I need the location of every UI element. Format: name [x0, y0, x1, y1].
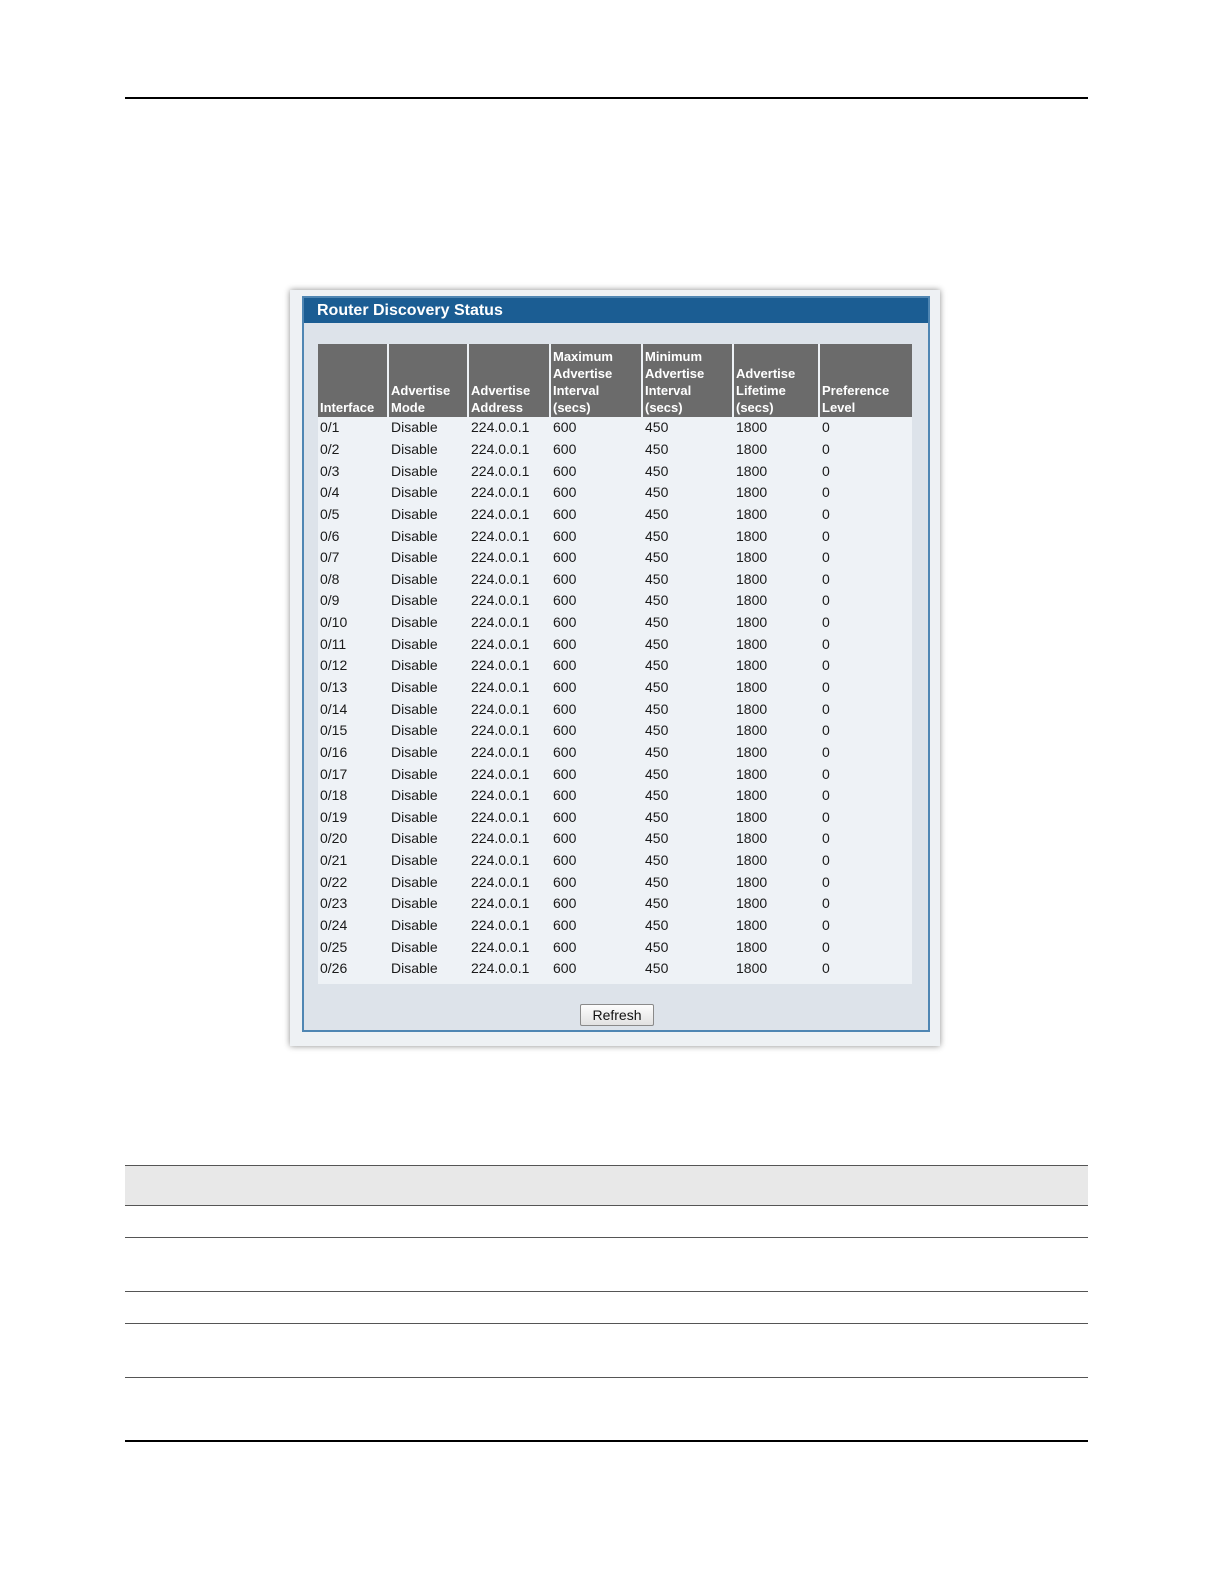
cell-advertise-mode: Disable — [391, 938, 438, 955]
cell-interface: 0/10 — [320, 614, 348, 631]
cell-advertise-address: 224.0.0.1 — [471, 592, 530, 609]
cell-min-interval: 450 — [645, 570, 669, 587]
cell-advertise-mode: Disable — [391, 765, 438, 782]
table-row — [318, 720, 912, 742]
cell-advertise-mode: Disable — [391, 917, 438, 934]
cell-advertise-mode: Disable — [391, 484, 438, 501]
router-discovery-panel — [302, 296, 930, 1032]
cell-lifetime: 1800 — [736, 960, 768, 977]
cell-preference: 0 — [822, 722, 830, 739]
cell-interface: 0/5 — [320, 505, 340, 522]
col-header-line: Mode — [391, 400, 425, 415]
col-header-line — [320, 365, 385, 382]
table-row — [318, 655, 912, 677]
table-row — [318, 439, 912, 461]
cell-max-interval: 600 — [553, 765, 577, 782]
cell-lifetime: 1800 — [736, 765, 768, 782]
cell-interface: 0/24 — [320, 917, 348, 934]
table-row — [318, 612, 912, 634]
table-row — [318, 807, 912, 829]
col-header-line — [320, 348, 385, 365]
table-row — [318, 785, 912, 807]
cell-advertise-mode: Disable — [391, 440, 438, 457]
cell-advertise-mode: Disable — [391, 527, 438, 544]
cell-max-interval: 600 — [553, 917, 577, 934]
cell-advertise-address: 224.0.0.1 — [471, 679, 530, 695]
cell-min-interval: 450 — [645, 873, 669, 890]
refresh-button[interactable]: Refresh — [580, 1004, 654, 1026]
col-header-line — [391, 365, 465, 382]
cell-min-interval: 450 — [645, 679, 669, 695]
col-header-line — [822, 365, 910, 382]
cell-lifetime: 1800 — [736, 614, 768, 631]
cell-lifetime: 1800 — [736, 592, 768, 609]
cell-preference: 0 — [822, 614, 830, 631]
col-header-line: Interface — [320, 400, 375, 415]
cell-advertise-address: 224.0.0.1 — [471, 873, 530, 890]
cell-min-interval: 450 — [645, 960, 669, 977]
cell-max-interval: 600 — [553, 505, 577, 522]
cell-preference: 0 — [822, 808, 830, 825]
cell-preference: 0 — [822, 635, 830, 652]
cell-advertise-mode: Disable — [391, 679, 438, 695]
cell-max-interval: 600 — [553, 592, 577, 609]
cell-advertise-mode: Disable — [391, 419, 438, 436]
cell-lifetime: 1800 — [736, 570, 768, 587]
col-header-line: Advertise — [736, 366, 796, 381]
col-header-line — [471, 365, 547, 382]
cell-advertise-address: 224.0.0.1 — [471, 852, 530, 869]
cell-advertise-mode: Disable — [391, 852, 438, 869]
cell-lifetime: 1800 — [736, 830, 768, 847]
cell-min-interval: 450 — [645, 852, 669, 869]
cell-advertise-address: 224.0.0.1 — [471, 960, 530, 977]
field-table-row — [125, 1206, 1088, 1238]
col-header-line: Interval — [645, 383, 692, 398]
cell-advertise-address: 224.0.0.1 — [471, 527, 530, 544]
field-table-row — [125, 1292, 1088, 1324]
cell-lifetime: 1800 — [736, 700, 768, 717]
cell-advertise-mode: Disable — [391, 808, 438, 825]
cell-preference: 0 — [822, 873, 830, 890]
col-header-interface — [318, 344, 389, 417]
cell-min-interval: 450 — [645, 527, 669, 544]
cell-advertise-address: 224.0.0.1 — [471, 722, 530, 739]
cell-preference: 0 — [822, 527, 830, 544]
cell-min-interval: 450 — [645, 657, 669, 674]
table-row — [318, 677, 912, 699]
table-row — [318, 871, 912, 893]
cell-min-interval: 450 — [645, 484, 669, 501]
cell-preference: 0 — [822, 700, 830, 717]
cell-advertise-address: 224.0.0.1 — [471, 808, 530, 825]
cell-interface: 0/20 — [320, 830, 348, 847]
col-header-line: Lifetime — [736, 383, 786, 398]
cell-max-interval: 600 — [553, 938, 577, 955]
col-header-line: Advertise — [645, 366, 705, 381]
cell-advertise-mode: Disable — [391, 743, 438, 760]
cell-lifetime: 1800 — [736, 787, 768, 804]
table-row — [318, 958, 912, 980]
col-header-preference-level — [820, 344, 912, 417]
cell-advertise-mode: Disable — [391, 505, 438, 522]
cell-interface: 0/13 — [320, 679, 348, 695]
cell-max-interval: 600 — [553, 484, 577, 501]
cell-preference: 0 — [822, 462, 830, 479]
cell-lifetime: 1800 — [736, 917, 768, 934]
col-header-line: Minimum — [645, 349, 703, 364]
cell-lifetime: 1800 — [736, 635, 768, 652]
cell-advertise-mode: Disable — [391, 614, 438, 631]
cell-preference: 0 — [822, 960, 830, 977]
cell-lifetime: 1800 — [736, 484, 768, 501]
cell-preference: 0 — [822, 743, 830, 760]
cell-max-interval: 600 — [553, 895, 577, 912]
cell-interface: 0/14 — [320, 700, 348, 717]
cell-interface: 0/26 — [320, 960, 348, 977]
table-row — [318, 850, 912, 872]
col-header-line — [822, 348, 910, 365]
table-row — [318, 698, 912, 720]
cell-advertise-address: 224.0.0.1 — [471, 700, 530, 717]
router-discovery-table — [318, 344, 912, 980]
cell-max-interval: 600 — [553, 440, 577, 457]
cell-interface: 0/7 — [320, 549, 340, 566]
table-row — [318, 525, 912, 547]
cell-min-interval: 450 — [645, 917, 669, 934]
cell-advertise-mode: Disable — [391, 722, 438, 739]
cell-max-interval: 600 — [553, 549, 577, 566]
cell-min-interval: 450 — [645, 722, 669, 739]
table-header-row — [318, 344, 912, 417]
col-header-advertise-lifetime — [734, 344, 820, 417]
cell-max-interval: 600 — [553, 657, 577, 674]
col-header-line: Maximum — [553, 349, 613, 364]
cell-min-interval: 450 — [645, 765, 669, 782]
col-header-line: Advertise — [391, 383, 451, 398]
cell-interface: 0/19 — [320, 808, 348, 825]
col-header-advertise-mode — [389, 344, 469, 417]
cell-max-interval: 600 — [553, 808, 577, 825]
cell-advertise-address: 224.0.0.1 — [471, 765, 530, 782]
cell-advertise-address: 224.0.0.1 — [471, 440, 530, 457]
cell-min-interval: 450 — [645, 549, 669, 566]
cell-advertise-mode: Disable — [391, 657, 438, 674]
cell-max-interval: 600 — [553, 570, 577, 587]
cell-lifetime: 1800 — [736, 440, 768, 457]
table-row — [318, 936, 912, 958]
cell-preference: 0 — [822, 938, 830, 955]
cell-lifetime: 1800 — [736, 808, 768, 825]
table-row — [318, 547, 912, 569]
cell-lifetime: 1800 — [736, 852, 768, 869]
cell-advertise-address: 224.0.0.1 — [471, 570, 530, 587]
cell-max-interval: 600 — [553, 830, 577, 847]
cell-interface: 0/17 — [320, 765, 348, 782]
col-header-line: Preference — [822, 383, 890, 398]
cell-preference: 0 — [822, 419, 830, 436]
cell-min-interval: 450 — [645, 787, 669, 804]
col-header-advertise-address — [469, 344, 551, 417]
cell-max-interval: 600 — [553, 635, 577, 652]
cell-interface: 0/15 — [320, 722, 348, 739]
cell-min-interval: 450 — [645, 440, 669, 457]
cell-advertise-address: 224.0.0.1 — [471, 657, 530, 674]
cell-advertise-mode: Disable — [391, 895, 438, 912]
cell-min-interval: 450 — [645, 635, 669, 652]
cell-preference: 0 — [822, 657, 830, 674]
cell-interface: 0/2 — [320, 440, 340, 457]
cell-lifetime: 1800 — [736, 462, 768, 479]
cell-interface: 0/22 — [320, 873, 348, 890]
cell-max-interval: 600 — [553, 873, 577, 890]
cell-min-interval: 450 — [645, 743, 669, 760]
cell-advertise-mode: Disable — [391, 960, 438, 977]
cell-min-interval: 450 — [645, 895, 669, 912]
col-header-line: Interval — [553, 383, 600, 398]
cell-preference: 0 — [822, 917, 830, 934]
cell-advertise-address: 224.0.0.1 — [471, 895, 530, 912]
cell-interface: 0/1 — [320, 419, 340, 436]
cell-preference: 0 — [822, 895, 830, 912]
cell-advertise-mode: Disable — [391, 635, 438, 652]
table-row — [318, 893, 912, 915]
cell-max-interval: 600 — [553, 419, 577, 436]
col-header-line: (secs) — [645, 400, 683, 415]
cell-interface: 0/9 — [320, 592, 340, 609]
cell-interface: 0/8 — [320, 570, 340, 587]
col-header-line: Address — [471, 400, 524, 415]
col-header-line: (secs) — [553, 400, 591, 415]
table-row — [318, 590, 912, 612]
cell-advertise-address: 224.0.0.1 — [471, 635, 530, 652]
table-row — [318, 828, 912, 850]
cell-preference: 0 — [822, 505, 830, 522]
cell-lifetime: 1800 — [736, 527, 768, 544]
col-header-line: (secs) — [736, 400, 774, 415]
cell-max-interval: 600 — [553, 614, 577, 631]
table-row — [318, 504, 912, 526]
cell-preference: 0 — [822, 592, 830, 609]
col-header-line — [391, 348, 465, 365]
cell-advertise-address: 224.0.0.1 — [471, 505, 530, 522]
cell-advertise-address: 224.0.0.1 — [471, 938, 530, 955]
cell-preference: 0 — [822, 852, 830, 869]
page-top-rule — [125, 97, 1088, 99]
cell-max-interval: 600 — [553, 679, 577, 695]
cell-interface: 0/25 — [320, 938, 348, 955]
cell-interface: 0/21 — [320, 852, 348, 869]
cell-preference: 0 — [822, 830, 830, 847]
cell-max-interval: 600 — [553, 722, 577, 739]
cell-preference: 0 — [822, 440, 830, 457]
col-header-min-advertise-interval — [643, 344, 734, 417]
cell-min-interval: 450 — [645, 614, 669, 631]
cell-min-interval: 450 — [645, 830, 669, 847]
cell-lifetime: 1800 — [736, 505, 768, 522]
field-table-header — [125, 1165, 1088, 1206]
cell-preference: 0 — [822, 787, 830, 804]
cell-min-interval: 450 — [645, 592, 669, 609]
panel-title: Router Discovery Status — [304, 298, 928, 323]
status-table-container — [318, 344, 912, 984]
cell-advertise-mode: Disable — [391, 787, 438, 804]
cell-preference: 0 — [822, 570, 830, 587]
cell-advertise-address: 224.0.0.1 — [471, 614, 530, 631]
col-header-line: Advertise — [553, 366, 613, 381]
cell-lifetime: 1800 — [736, 722, 768, 739]
table-body — [318, 417, 912, 980]
table-row — [318, 460, 912, 482]
cell-advertise-address: 224.0.0.1 — [471, 549, 530, 566]
col-header-line: Advertise — [471, 383, 531, 398]
col-header-line: Level — [822, 400, 856, 415]
cell-max-interval: 600 — [553, 787, 577, 804]
table-row — [318, 417, 912, 439]
cell-lifetime: 1800 — [736, 419, 768, 436]
cell-max-interval: 600 — [553, 852, 577, 869]
cell-preference: 0 — [822, 679, 830, 695]
cell-interface: 0/16 — [320, 743, 348, 760]
cell-advertise-address: 224.0.0.1 — [471, 743, 530, 760]
col-header-line — [320, 382, 385, 399]
cell-min-interval: 450 — [645, 700, 669, 717]
cell-advertise-mode: Disable — [391, 830, 438, 847]
cell-preference: 0 — [822, 765, 830, 782]
cell-interface: 0/18 — [320, 787, 348, 804]
cell-advertise-mode: Disable — [391, 873, 438, 890]
cell-min-interval: 450 — [645, 419, 669, 436]
cell-advertise-address: 224.0.0.1 — [471, 419, 530, 436]
table-row — [318, 742, 912, 764]
cell-max-interval: 600 — [553, 700, 577, 717]
field-table-row — [125, 1324, 1088, 1378]
cell-lifetime: 1800 — [736, 679, 768, 695]
cell-preference: 0 — [822, 484, 830, 501]
cell-advertise-address: 224.0.0.1 — [471, 462, 530, 479]
col-header-line — [736, 348, 816, 365]
cell-lifetime: 1800 — [736, 938, 768, 955]
table-row — [318, 763, 912, 785]
cell-advertise-mode: Disable — [391, 592, 438, 609]
cell-advertise-mode: Disable — [391, 549, 438, 566]
cell-interface: 0/11 — [320, 635, 347, 652]
table-row — [318, 568, 912, 590]
cell-lifetime: 1800 — [736, 549, 768, 566]
col-header-max-advertise-interval — [551, 344, 643, 417]
cell-advertise-address: 224.0.0.1 — [471, 787, 530, 804]
cell-advertise-mode: Disable — [391, 700, 438, 717]
table-row — [318, 915, 912, 937]
cell-min-interval: 450 — [645, 462, 669, 479]
cell-interface: 0/12 — [320, 657, 348, 674]
router-discovery-screenshot — [290, 290, 940, 1046]
cell-lifetime: 1800 — [736, 657, 768, 674]
cell-advertise-mode: Disable — [391, 570, 438, 587]
cell-max-interval: 600 — [553, 743, 577, 760]
cell-interface: 0/3 — [320, 462, 340, 479]
field-table-row — [125, 1238, 1088, 1292]
cell-max-interval: 600 — [553, 462, 577, 479]
field-description-table — [125, 1165, 1088, 1378]
cell-advertise-mode: Disable — [391, 462, 438, 479]
cell-preference: 0 — [822, 549, 830, 566]
cell-lifetime: 1800 — [736, 743, 768, 760]
cell-advertise-address: 224.0.0.1 — [471, 917, 530, 934]
table-row — [318, 633, 912, 655]
cell-interface: 0/23 — [320, 895, 348, 912]
table-row — [318, 482, 912, 504]
cell-lifetime: 1800 — [736, 873, 768, 890]
cell-min-interval: 450 — [645, 808, 669, 825]
cell-min-interval: 450 — [645, 505, 669, 522]
cell-interface: 0/6 — [320, 527, 340, 544]
cell-interface: 0/4 — [320, 484, 340, 501]
col-header-line — [471, 348, 547, 365]
cell-advertise-address: 224.0.0.1 — [471, 830, 530, 847]
cell-advertise-address: 224.0.0.1 — [471, 484, 530, 501]
cell-min-interval: 450 — [645, 938, 669, 955]
cell-max-interval: 600 — [553, 527, 577, 544]
cell-lifetime: 1800 — [736, 895, 768, 912]
cell-max-interval: 600 — [553, 960, 577, 977]
page-bottom-rule — [125, 1440, 1088, 1442]
